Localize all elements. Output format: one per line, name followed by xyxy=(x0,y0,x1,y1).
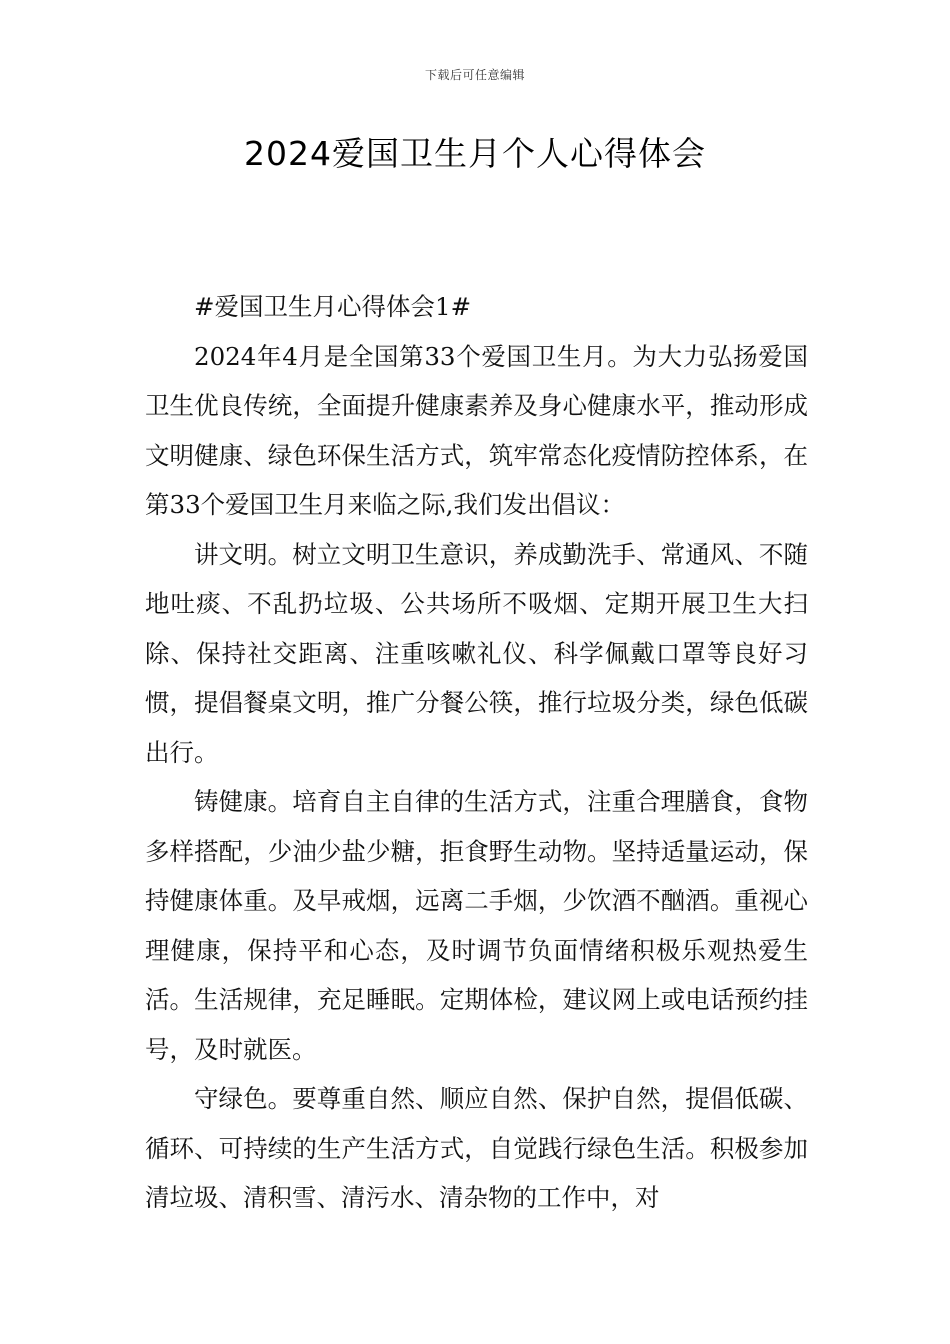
paragraph-intro: 2024年4月是全国第33个爱国卫生月。为大力弘扬爱国卫生优良传统，全面提升健康素养及身心健康水平，推动形成文明健康、绿色环保生活方式，筑牢常态化疫情防控体系，在第33个爱国卫生月来临之际,我们发出倡议： xyxy=(145,341,808,519)
document-body xyxy=(145,282,808,1223)
paragraph-section-heading: #爱国卫生月心得体会1# xyxy=(194,292,472,321)
document-title: 2024爱国卫生月个人心得体会 xyxy=(244,134,706,173)
paragraph-green: 守绿色。要尊重自然、顺应自然、保护自然，提倡低碳、循环、可持续的生产生活方式，自觉践行绿色生活。积极参加清垃圾、清积雪、清污水、清杂物的工作中，对 xyxy=(145,1084,808,1212)
header-note: 下载后可任意编辑 xyxy=(424,68,525,82)
paragraph-civility: 讲文明。树立文明卫生意识，养成勤洗手、常通风、不随地吐痰、不乱扔垃圾、公共场所不吸烟、定期开展卫生大扫除、保持社交距离、注重咳嗽礼仪、科学佩戴口罩等良好习惯，提倡餐桌文明，推广分餐公筷，推行垃圾分类，绿色低碳出行。 xyxy=(145,539,808,767)
paragraph-health: 铸健康。培育自主自律的生活方式，注重合理膳食，食物多样搭配，少油少盐少糖，拒食野生动物。坚持适量运动，保持健康体重。及早戒烟，远离二手烟，少饮酒不酗酒。重视心理健康，保持平和心态，及时调节负面情绪积极乐观热爱生活。生活规律，充足睡眠。定期体检，建议网上或电话预约挂号，及时就医。 xyxy=(145,787,808,1064)
